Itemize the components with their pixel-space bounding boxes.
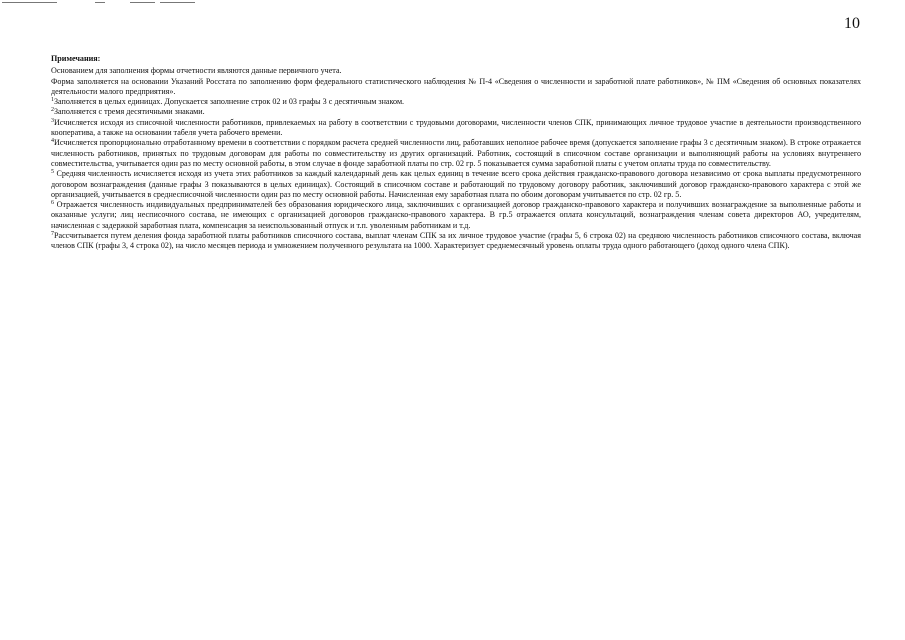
- note-marker: 2: [51, 107, 54, 114]
- note-paragraph: [51, 97, 861, 107]
- page-number: 10: [844, 15, 860, 32]
- note-marker: 7: [51, 231, 54, 238]
- note-paragraph: [51, 138, 861, 169]
- note-paragraph: [51, 200, 861, 231]
- note-text: Рассчитывается путем деления фонда заработной платы работников списочного состава, выплат членам СПК за их личное трудовое участие (графы 5, 6 строка 02) на среднюю численность работников списочного состава, включая членов СПК (графы 3, 4 строка 02), на число месяцев периода и умножением полученного результата на 1000. Характеризует среднемесячный уровень оплаты труда одного работающего (доход одного члена СПК).: [51, 231, 861, 251]
- note-paragraph: [51, 169, 861, 200]
- note-text: Основанием для заполнения формы отчетности являются данные первичного учета.: [51, 66, 342, 76]
- note-paragraph: [51, 231, 861, 252]
- note-paragraph: [51, 77, 861, 98]
- note-text: Исчисляется пропорционально отработанному времени в соответствии с порядком расчета средней численности лиц, работавших неполное рабочее время (допускается заполнение графы 3 с десятичным знаком). В строке отражается численность работников, принятых по трудовым договорам для работы по совместительству из других организаций. Работник, состоящий в списочном составе организации и выполняющий работы на условиях внутреннего совместительства, учитывается один раз по месту основной работы, в этом случае в фонде заработной платы по стр. 02 гр. 5 показывается сумма заработной платы с учетом оплаты труда по совместительству.: [51, 138, 861, 168]
- note-paragraph: [51, 107, 861, 117]
- note-paragraph: [51, 66, 861, 76]
- note-text: Форма заполняется на основании Указаний Росстата по заполнению форм федерального статистического наблюдения № П-4 «Сведения о численности и заработной плате работников», № ПМ «Сведения об основных показателях деятельности малого предприятия».: [51, 76, 861, 96]
- note-text: Средняя численность исчисляется исходя из учета этих работников за каждый календарный день как целых единиц в течение всего срока действия гражданско-правового договора независимо от срока выплаты предусмотренного договором вознаграждения (данные графы 3 показываются в целых единицах). Состоящий в списочном составе и работающий по трудовому договору работник, заключивший договор гражданско-правового характера с этой же организацией, учитывается в среднесписочной численности один раз по месту основной работы. Начисленная ему заработная плата по обоим договорам учитывается по стр. 02 гр. 5.: [51, 169, 861, 199]
- note-marker: 4: [51, 138, 54, 145]
- scan-header-marks: [0, 0, 200, 8]
- note-paragraph: [51, 118, 861, 139]
- notes-title: Примечания:: [51, 54, 101, 63]
- note-text: Заполняется с тремя десятичными знаками.: [54, 107, 205, 117]
- note-text: Исчисляется исходя из списочной численности работников, привлекаемых на работу в соответствии с трудовыми договорами, численности членов СПК, принимающих личное трудовое участие в деятельности производственного кооператива, а также на основании табеля учета рабочего времени.: [51, 117, 861, 138]
- note-marker: 1: [51, 97, 54, 104]
- note-marker: 3: [51, 117, 54, 124]
- note-text: Отражается численность индивидуальных предпринимателей без образования юридического лица, заключивших с организацией договор гражданско-правового характера и получивших вознаграждение за выполненные работы и оказанные услуги; лиц несписочного состава, не имеющих с организацией договоров гражданско-правового характера. В гр.5 отражается оплата консультаций, вознаграждения членам совета директоров АО, учредителям, начисленная с задержкой заработная плата, компенсация за неиспользованный отпуск и т.п. уволенным работникам и т.д.: [51, 200, 861, 230]
- notes-section: [51, 54, 861, 252]
- note-marker: 6: [51, 200, 54, 207]
- note-marker: 5: [51, 169, 54, 176]
- note-text: Заполняется в целых единицах. Допускается заполнение строк 02 и 03 графы 3 с десятичным знаком.: [54, 97, 405, 107]
